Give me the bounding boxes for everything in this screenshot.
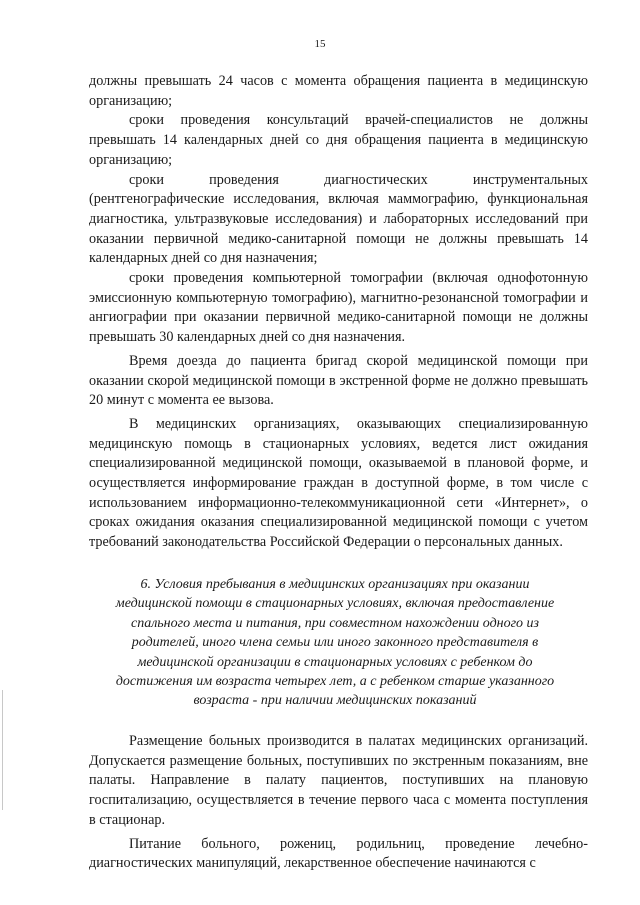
paragraph: сроки проведения диагностических инструментальных (рентгенографические исследования, включая маммографию, функциональная диагностика, ультразвуковые исследования) и лабораторных исследований при оказании первичной медико-санитарной помощи не должны превышать 14 календарных дней со дня назначения;: [89, 171, 588, 267]
paragraph: Размещение больных производится в палатах медицинских организаций. Допускается размещение больных, поступивших по экстренным показаниям, вне палаты. Направление в палату пациентов, поступивших на плановую госпитализацию, осуществляется в течение первого часа с момента поступления в стационар.: [89, 733, 588, 828]
paragraph: сроки проведения компьютерной томографии (включая однофотонную эмиссионную компьютерную томографию), магнитно-резонансной томографии и ангиографии при оказании первичной медико-санитарной помощи не должны превышать 30 календарных дней со дня назначения.: [89, 270, 588, 346]
text-block-top: [89, 72, 588, 553]
paragraph: Питание больного, рожениц, родильниц, проведение лечебно-диагностических манипуляций, лекарственное обеспечение начинаются с: [89, 835, 588, 872]
section-heading: 6. Условия пребывания в медицинских организациях при оказании медицинской помощи в стационарных условиях, включая предоставление спального места и питания, при совместном нахождении одного из родителей, иного члена семьи или иного законного представителя в медицинской организации в стационарных условиях с ребенком до достижения им возраста четырех лет, а с ребенком старше указанного возраста - при наличии медицинских показаний: [115, 577, 555, 709]
paragraph: должны превышать 24 часов с момента обращения пациента в медицинскую организацию;: [89, 73, 588, 109]
paragraph: В медицинских организациях, оказывающих специализированную медицинскую помощь в стационарных условиях, ведется лист ожидания специализированной медицинской помощи, оказываемой в плановой форме, и осуществляется информирование граждан в доступной форме, в том числе с использованием информационно-телекоммуникационной сети «Интернет», о сроках ожидания оказания специализированной медицинской помощи с учетом требований законодательства Российской Федерации о персональных данных.: [89, 415, 588, 551]
page-number: 15: [314, 38, 326, 50]
paragraph: сроки проведения консультаций врачей-специалистов не должны превышать 14 календарных дней со дня обращения пациента в медицинскую организацию;: [89, 112, 588, 168]
scan-edge-mark: [2, 690, 3, 810]
text-block-bottom: [89, 732, 588, 874]
paragraph: Время доезда до пациента бригад скорой медицинской помощи при оказании скорой медицинской помощи в экстренной форме не должно превышать 20 минут с момента ее вызова.: [89, 352, 588, 409]
